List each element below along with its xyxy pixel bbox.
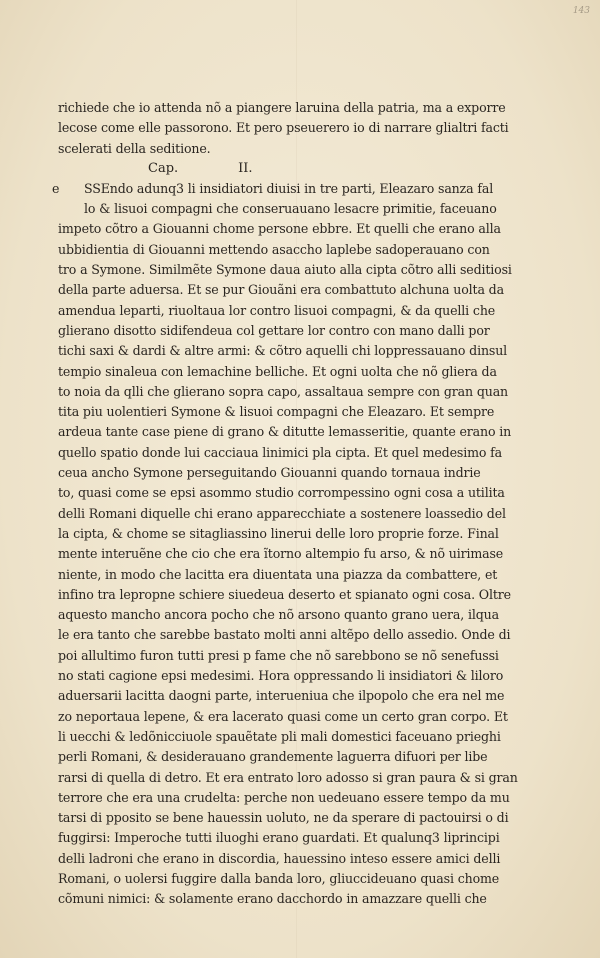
body-line: mente interuẽne che cio che era ĩtorno altempio fu arso, & nõ uirimase bbox=[58, 546, 504, 562]
body-line: glierano disotto sidifendeua col gettare lor contro con mano dalli por bbox=[58, 322, 490, 338]
body-line: to noia da qlli che glierano sopra capo, assaltaua sempre con gran quan bbox=[58, 383, 509, 399]
intro-line-1: richiede che io attenda nõ a piangere laruina della patria, ma a exporre bbox=[58, 100, 506, 115]
body-line: impeto cõtro a Giouanni chome persone ebbre. Et quelli che erano alla bbox=[58, 221, 501, 237]
body-line: Romani, o uolersi fuggire dalla banda loro, gliuccideuano quasi chome bbox=[58, 870, 500, 886]
body-line: li uecchi & ledõnicciuole spauẽtate pli mali domestici faceuano prieghi bbox=[58, 728, 501, 744]
body-line: ubbidientia di Giouanni mettendo asaccho laplebe sadoperauano con bbox=[58, 241, 490, 257]
body-line: fuggirsi: Imperoche tutti iluoghi erano guardati. Et qualunq3 liprincipi bbox=[58, 830, 500, 846]
body-line: tita piu uolentieri Symone & lisuoi compagni che Eleazaro. Et sempre bbox=[58, 404, 495, 420]
body-line: delli ladroni che erano in discordia, hauessino inteso essere amici delli bbox=[58, 850, 501, 866]
body-line: niente, in modo che lacitta era diuentata una piazza da combattere, et bbox=[58, 566, 498, 582]
chapter-label: Cap. bbox=[148, 160, 179, 176]
body-line: tempio sinaleua con lemachine belliche. Et ogni uolta che nõ gliera da bbox=[58, 363, 497, 379]
body-line: to, quasi come se epsi asommo studio corrompessino ogni cosa a utilita bbox=[58, 485, 505, 501]
body-line: terrore che era una crudelta: perche non uedeuano essere tempo da mu bbox=[58, 789, 510, 805]
text-block bbox=[52, 98, 518, 910]
intro-line-3: scelerati della seditione. bbox=[58, 140, 211, 156]
chapter-number: II. bbox=[238, 160, 253, 176]
body-line: le era tanto che sarebbe bastato molti anni altẽpo dello assedio. Onde di bbox=[58, 627, 511, 643]
body-line: zo neportaua lepene, & era lacerato quasi come un certo gran corpo. Et bbox=[58, 708, 508, 724]
body-line: tichi saxi & dardi & altre armi: & cõtro aquelli chi loppressauano dinsul bbox=[58, 343, 508, 359]
body-line: amendua leparti, riuoltaua lor contro lisuoi compagni, & da quelli che bbox=[58, 302, 496, 318]
intro-line-2: lecose come elle passorono. Et pero pseuerero io di narrare glialtri facti bbox=[58, 120, 509, 136]
opening-text: SSEndo adunq3 li insidiatori diuisi in tre parti, Eleazaro sanza fal bbox=[84, 180, 494, 196]
body-line: la cipta, & chome se sitagliassino linerui delle loro proprie forze. Final bbox=[58, 525, 499, 541]
body-line: ceua ancho Symone perseguitando Giouanni quando tornaua indrie bbox=[58, 465, 481, 481]
body-line: aduersarii lacitta daogni parte, interueniua che ilpopolo che era nel me bbox=[58, 688, 505, 704]
body-text bbox=[58, 219, 518, 909]
body-line: delli Romani diquelle chi erano apparecchiate a sostenere loassedio del bbox=[58, 505, 506, 521]
second-line: lo & lisuoi compagni che conseruauano lesacre primitie, faceuano bbox=[84, 201, 497, 217]
body-line: rarsi di quella di detro. Et era entrato loro adosso si gran paura & si gran bbox=[58, 769, 518, 785]
body-line: ardeua tante case piene di grano & ditutte lemasseritie, quante erano in bbox=[58, 424, 512, 440]
body-line: cõmuni nimici: & solamente erano dacchordo in amazzare quelli che bbox=[58, 891, 487, 907]
folio-number: 143 bbox=[572, 6, 590, 16]
body-line: infino tra lepropne schiere siuedeua deserto et spianato ogni cosa. Oltre bbox=[58, 586, 511, 602]
body-line: quello spatio donde lui cacciaua linimici pla cipta. Et quel medesimo fa bbox=[58, 444, 503, 460]
opening-line bbox=[52, 179, 494, 199]
body-line: perli Romani, & desiderauano grandemente laguerra difuori per libe bbox=[58, 749, 488, 765]
body-line: no stati cagione epsi medesimi. Hora oppressando li insidiatori & liloro bbox=[58, 668, 504, 684]
body-line: poi allultimo furon tutti presi p fame che nõ sarebbono se nõ senefussi bbox=[58, 647, 499, 663]
body-line: aquesto mancho ancora pocho che nõ arsono quanto grano uera, ilqua bbox=[58, 607, 499, 623]
guide-letter: e bbox=[52, 180, 60, 196]
body-line: della parte aduersa. Et se pur Giouãni era combattuto alchuna uolta da bbox=[58, 282, 504, 298]
body-line: tro a Symone. Similmẽte Symone daua aiuto alla cipta cõtro alli seditiosi bbox=[58, 262, 512, 278]
chapter-heading bbox=[58, 159, 478, 179]
body-line: tarsi di pposito se bene hauessin uoluto, ne da sperare di pactouirsi o di bbox=[58, 810, 509, 826]
